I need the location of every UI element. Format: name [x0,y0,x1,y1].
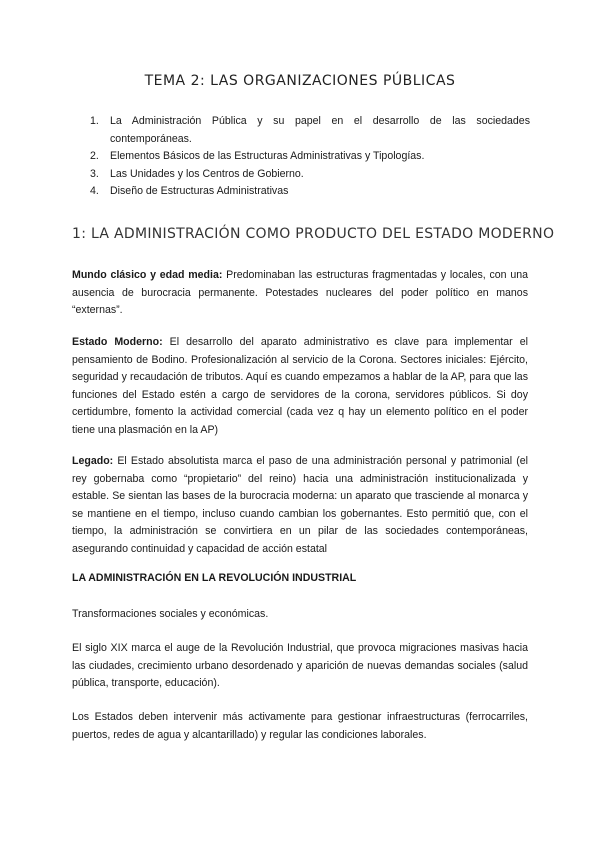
paragraph-siglo-xix: El siglo XIX marca el auge de la Revolución Industrial, que provoca migraciones masivas hacia las ciudades, crecimiento urbano desordenado y aparición de nuevas demandas sociales (salud pública, transporte, educación). [72,642,528,689]
toc-item [90,166,530,184]
table-of-contents [90,113,530,201]
toc-item-number: 2. [90,150,99,162]
subsection-heading: LA ADMINISTRACIÓN EN LA REVOLUCIÓN INDUSTRIAL [72,572,357,584]
toc-item [90,148,530,166]
toc-item-number: 3. [90,167,99,180]
paragraph-estado-moderno [72,334,528,439]
paragraph-label: Estado Moderno: [72,336,163,348]
toc-item-text: Diseño de Estructuras Administrativas [110,185,289,197]
toc-item [90,113,530,148]
toc-item-number: 1. [90,115,99,127]
paragraph-text: El desarrollo del aparato administrativo es clave para implementar el pensamiento de Bodino. Profesionalización al servicio de la Corona. Sectores iniciales: Ejército, seguridad y recaudación de tributos. Aquí es cuando empezamos a hablar de la AP, para que las funciones del Estado estén a cargo de servidores de la corona, servidores públicos. Si doy certidumbre, fomento la actividad comercial (cada vez q hay un elemento político en el poder tiene una plasmación en la AP) [72,336,528,436]
paragraph-text: El Estado absolutista marca el paso de una administración personal y patrimonial (el rey gobernaba como “propietario” del reino) hacia una administración institucionalizada y estable. Se sientan las bases de la burocracia moderna: un aparato que trasciende al monarca y se mantiene en el tiempo, incluso cuando cambian los gobernantes. Esto permitió que, con el tiempo, la administración se convirtiera en un pilar de las sociedades contemporáneas, asegurando continuidad y capacidad de acción estatal [72,455,528,555]
section-heading: 1: LA ADMINISTRACIÓN COMO PRODUCTO DEL ESTADO MODERNO [72,226,555,242]
paragraph-transformaciones: Transformaciones sociales y económicas. [72,608,269,620]
paragraph-label: Mundo clásico y edad media: [72,269,223,281]
toc-item-text: Las Unidades y los Centros de Gobierno. [110,167,304,180]
paragraph-legado [72,453,528,558]
toc-item [90,183,530,201]
paragraph-text: Predominaban las estructuras fragmentadas y locales, con una ausencia de burocracia permanente. Potestades nucleares del poder político en manos “externas”. [72,269,528,316]
toc-item-text: Elementos Básicos de las Estructuras Administrativas y Tipologías. [110,150,425,162]
paragraph-estados: Los Estados deben intervenir más activamente para gestionar infraestructuras (ferrocarriles, puertos, redes de agua y alcantarillado) y regular las condiciones laborales. [72,711,528,741]
paragraph-label: Legado: [72,455,114,467]
document-title: TEMA 2: LAS ORGANIZACIONES PÚBLICAS [144,73,456,89]
paragraph-mundo-clasico [72,267,528,320]
toc-item-text: La Administración Pública y su papel en el desarrollo de las sociedades contemporáneas. [110,115,530,145]
toc-item-number: 4. [90,185,99,197]
